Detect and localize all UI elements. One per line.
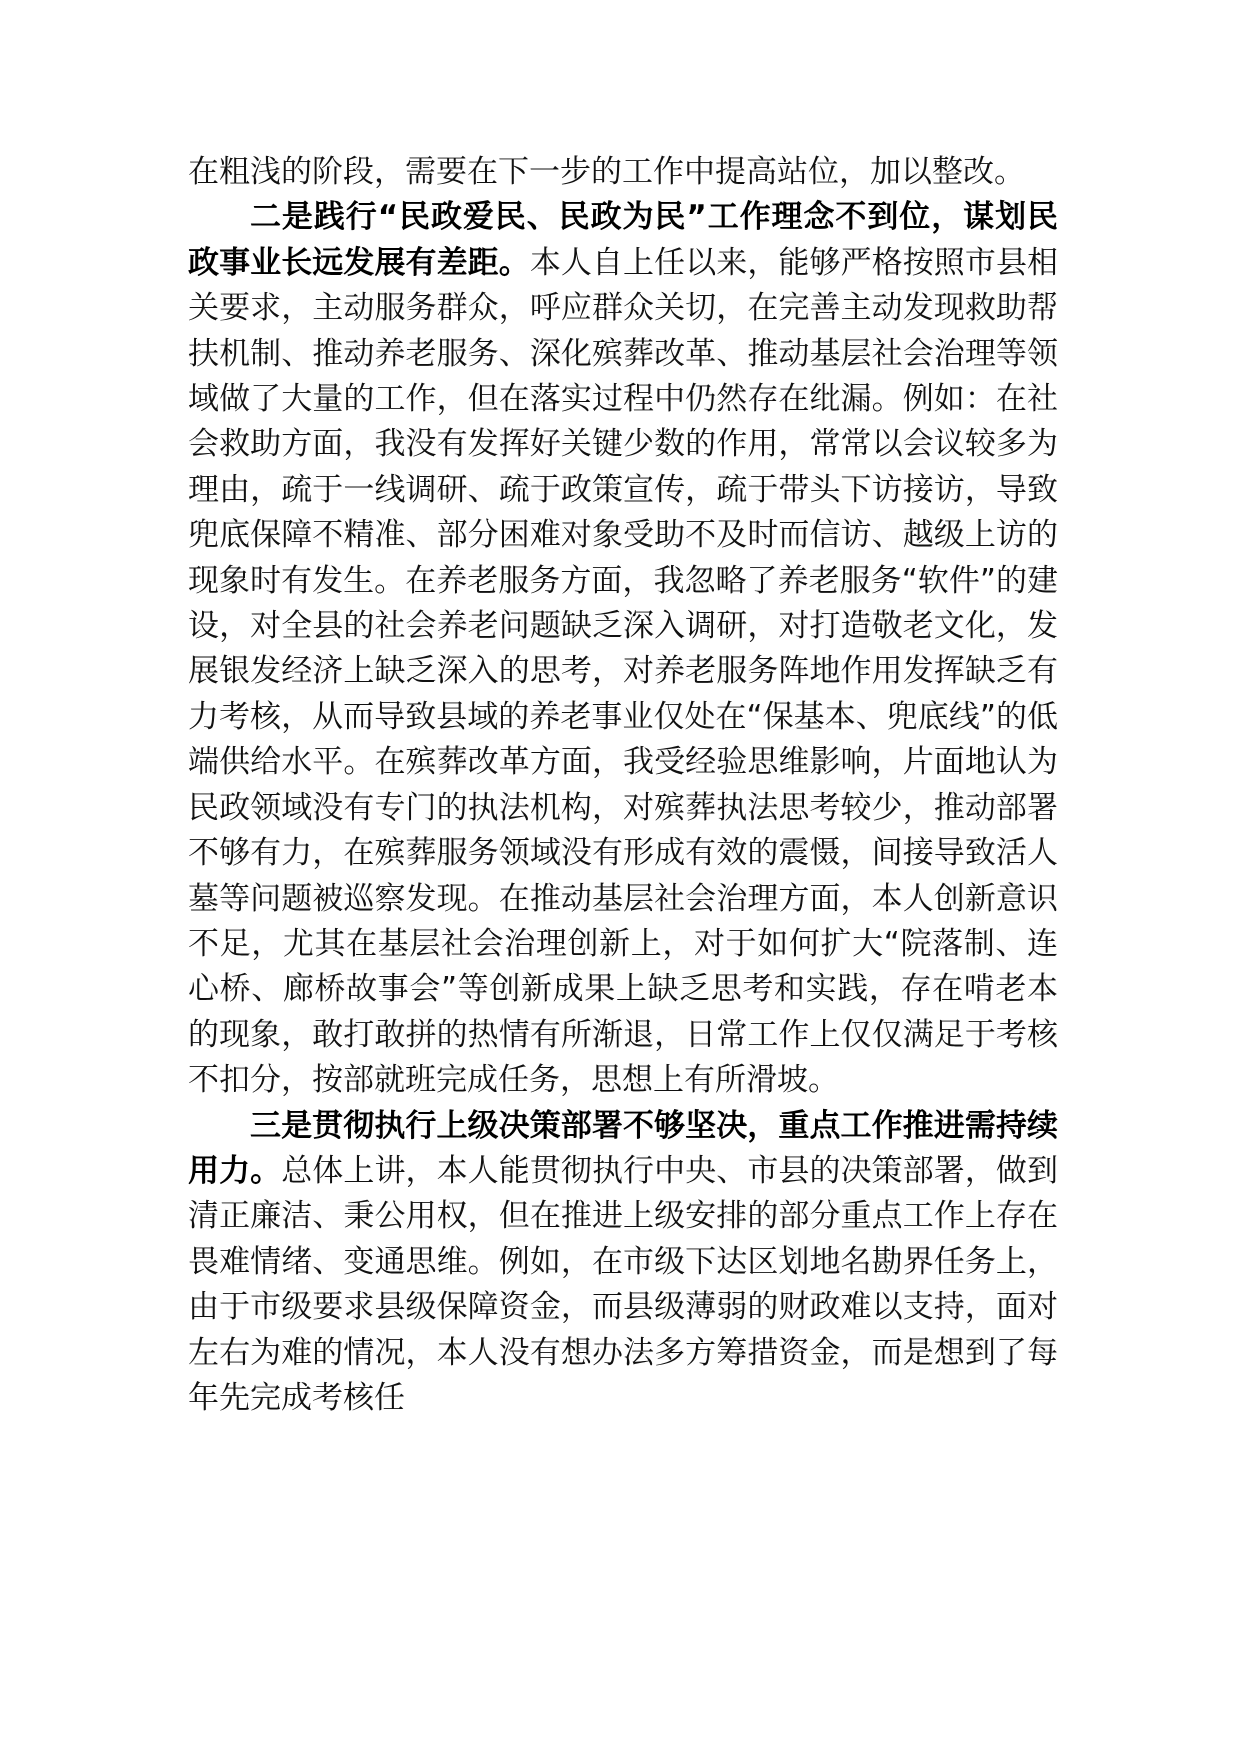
paragraph-body: 在粗浅的阶段，需要在下一步的工作中提高站位，加以整改。 xyxy=(188,154,1025,190)
paragraph-lead: 二是践行“民政爱民、民政为民”工作理念不到位，谋划民政事业长远发展有差距。 xyxy=(188,199,1058,281)
paragraph-point-two xyxy=(188,195,1058,1103)
paragraph-lead: 三是贯彻执行上级决策部署不够坚决，重点工作推进需持续用力。 xyxy=(188,1107,1058,1189)
paragraph-body: 总体上讲，本人能贯彻执行中央、市县的决策部署，做到清正廉洁、秉公用权，但在推进上级安排的部分重点工作上存在畏难情绪、变通思维。例如，在市级下达区划地名勘界任务上，由于市级要求县级保障资金，而县级薄弱的财政难以支持，面对左右为难的情况，本人没有想办法多方筹措资金，而是想到了每年先完成考核任 xyxy=(188,1152,1059,1416)
document-page xyxy=(188,150,1058,1421)
paragraph-point-three xyxy=(188,1104,1058,1422)
paragraph-continuation xyxy=(188,150,1058,195)
paragraph-body: 本人自上任以来，能够严格按照市县相关要求，主动服务群众，呼应群众关切，在完善主动发现救助帮扶机制、推动养老服务、深化殡葬改革、推动基层社会治理等领域做了大量的工作，但在落实过程中仍然存在纰漏。例如：在社会救助方面，我没有发挥好关键少数的作用，常常以会议较多为理由，疏于一线调研、疏于政策宣传，疏于带头下访接访，导致兜底保障不精准、部分困难对象受助不及时而信访、越级上访的现象时有发生。在养老服务方面，我忽略了养老服务“软件”的建设，对全县的社会养老问题缺乏深入调研，对打造敬老文化，发展银发经济上缺乏深入的思考，对养老服务阵地作用发挥缺乏有力考核，从而导致县域的养老事业仅处在“保基本、兜底线”的低端供给水平。在殡葬改革方面，我受经验思维影响，片面地认为民政领域没有专门的执法机构，对殡葬执法思考较少，推动部署不够有力，在殡葬服务领域没有形成有效的震慑，间接导致活人墓等问题被巡察发现。在推动基层社会治理方面，本人创新意识不足，尤其在基层社会治理创新上，对于如何扩大“院落制、连心桥、廊桥故事会”等创新成果上缺乏思考和实践，存在啃老本的现象，敢打敢拼的热情有所渐退，日常工作上仅仅满足于考核不扣分，按部就班完成任务，思想上有所滑坡。 xyxy=(188,244,1059,1099)
